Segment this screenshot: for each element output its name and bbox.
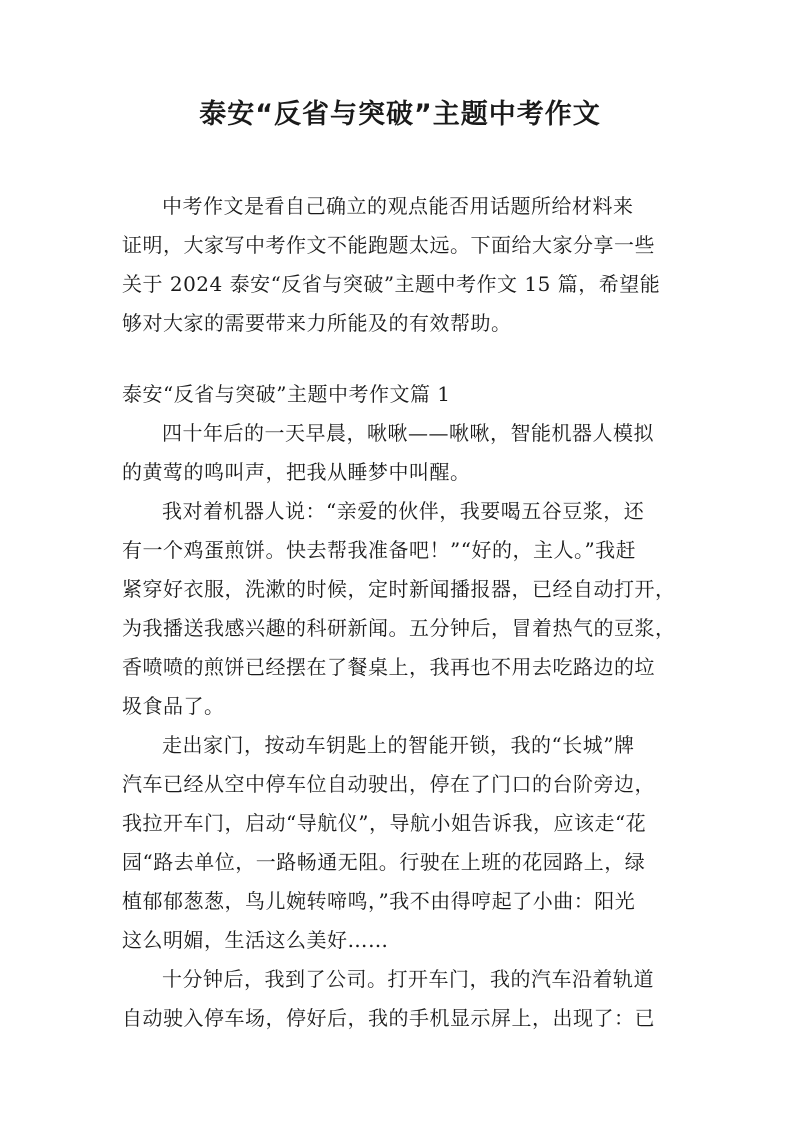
body-line: 四十年后的一天早晨，啾啾——啾啾，智能机器人模拟 [162,421,654,445]
body-line: 紧穿好衣服，洗漱的时候，定时新闻播报器，已经自动打开， [122,577,676,601]
body-line: 我拉开车门，启动“导航仪”，导航小姐告诉我，应该走“花 [122,811,647,835]
body-line: 汽车已经从空中停车位自动驶出，停在了门口的台阶旁边， [122,772,655,796]
body-line: 自动驶入停车场，停好后，我的手机显示屏上，出现了：已 [122,1006,655,1030]
body-line: 走出家门，按动车钥匙上的智能开锁，我的“长城”牌 [162,733,635,757]
section-heading: 泰安“反省与突破”主题中考作文篇 1 [122,382,451,406]
body-line: 有一个鸡蛋煎饼。快去帮我准备吧！”“好的，主人。”我赶 [122,538,637,562]
intro-line: 证明，大家写中考作文不能跑题太远。下面给大家分享一些 [122,233,655,257]
body-line: 我对着机器人说：“亲爱的伙伴，我要喝五谷豆浆，还 [162,499,645,523]
intro-line: 中考作文是看自己确立的观点能否用话题所给材料来 [162,194,634,218]
body-line: 这么明媚，生活这么美好…… [122,928,389,952]
intro-line: 关于 2024 泰安“反省与突破”主题中考作文 15 篇，希望能 [122,272,661,296]
body-line: 的黄莺的鸣叫声，把我从睡梦中叫醒。 [122,460,471,484]
body-line: 圾食品了。 [122,694,225,718]
body-line: 香喷喷的煎饼已经摆在了餐桌上，我再也不用去吃路边的垃 [122,655,655,679]
body-line: 园“路去单位，一路畅通无阻。行驶在上班的花园路上，绿 [122,850,646,874]
intro-line: 够对大家的需要带来力所能及的有效帮助。 [122,311,512,335]
document-title: 泰安“反省与突破”主题中考作文 [199,99,601,130]
body-line: 植郁郁葱葱，鸟儿婉转啼鸣，”我不由得哼起了小曲：阳光 [122,889,636,913]
body-line: 为我播送我感兴趣的科研新闻。五分钟后，冒着热气的豆浆， [122,616,676,640]
body-line: 十分钟后，我到了公司。打开车门，我的汽车沿着轨道 [162,967,654,991]
